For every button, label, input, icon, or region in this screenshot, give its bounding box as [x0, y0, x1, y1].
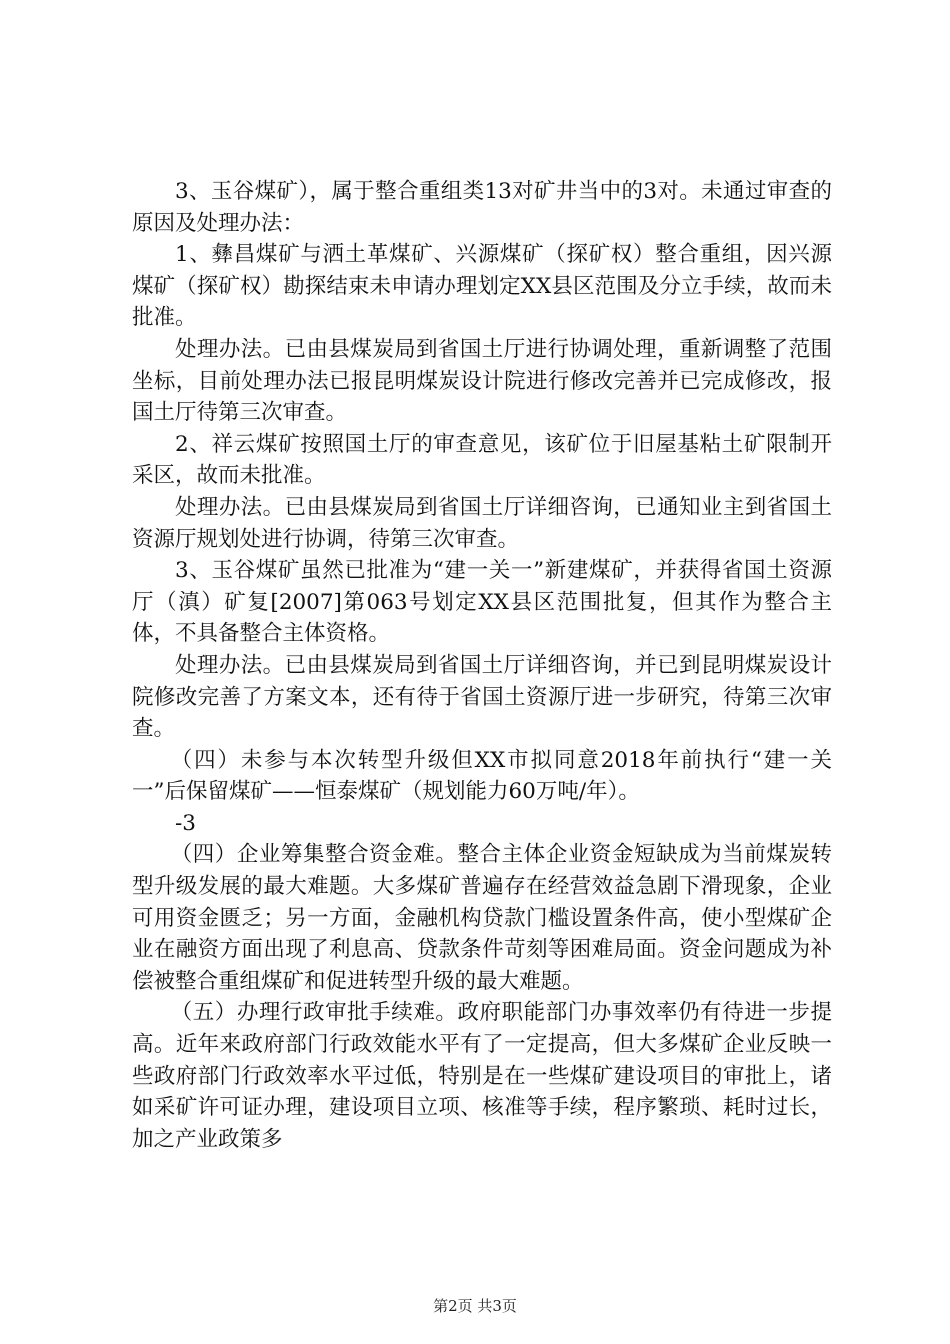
paragraph-approval-difficulty: （五）办理行政审批手续难。政府职能部门办事效率仍有待进一步提高。近年来政府部门行政效能水平有了一定提高，但大多煤矿企业反映一些政府部门行政效率水平过低，特别是在一些煤矿建设项目的审批上，诸如采矿许可证办理，建设项目立项、核准等手续，程序繁琐、耗时过长，加之产业政策多: [132, 1000, 832, 1152]
paragraph-solution-2: 处理办法。已由县煤炭局到省国土厅详细咨询，已通知业主到省国土资源厅规划处进行协调，待第三次审查。: [132, 494, 832, 552]
paragraph-item-3-continuation: 3、玉谷煤矿），属于整合重组类13对矿井当中的3对。未通过审查的原因及处理办法：: [132, 179, 832, 236]
page-marker: -3: [175, 810, 196, 836]
paragraph-reason-2: 2、祥云煤矿按照国土厅的审查意见，该矿位于旧屋基粘土矿限制开采区，故而未批准。: [132, 431, 832, 489]
paragraph-funding-difficulty: （四）企业筹集整合资金难。整合主体企业资金短缺成为当前煤炭转型升级发展的最大难题。大多煤矿普遍存在经营效益急剧下滑现象，企业可用资金匮乏；另一方面，金融机构贷款门槛设置条件高，使小型煤矿企业在融资方面出现了利息高、贷款条件苛刻等困难局面。资金问题成为补偿被整合重组煤矿和促进转型升级的最大难题。: [132, 842, 832, 994]
document-body: [132, 176, 832, 1155]
paragraph-section-4-retained-mine: （四）未参与本次转型升级但XX市拟同意2018年前执行“建一关一”后保留煤矿——恒泰煤矿（规划能力60万吨/年）。: [132, 747, 832, 805]
paragraph-reason-3: 3、玉谷煤矿虽然已批准为“建一关一”新建煤矿，并获得省国土资源厅（滇）矿复[2007]第063号划定XX县区范围批复，但其作为整合主体，不具备整合主体资格。: [132, 558, 832, 647]
paragraph-solution-1: 处理办法。已由县煤炭局到省国土厅进行协调处理，重新调整了范围坐标，目前处理办法已报昆明煤炭设计院进行修改完善并已完成修改，报国土厅待第三次审查。: [132, 336, 832, 426]
paragraph-reason-1: 1、彝昌煤矿与洒土革煤矿、兴源煤矿（探矿权）整合重组，因兴源煤矿（探矿权）勘探结束未申请办理划定XX县区范围及分立手续，故而未批准。: [132, 242, 832, 331]
page-number-footer: 第2页 共3页: [433, 1297, 517, 1315]
paragraph-solution-3: 处理办法。已由县煤炭局到省国土厅详细咨询，并已到昆明煤炭设计院修改完善了方案文本，还有待于省国土资源厅进一步研究，待第三次审查。: [132, 652, 832, 742]
